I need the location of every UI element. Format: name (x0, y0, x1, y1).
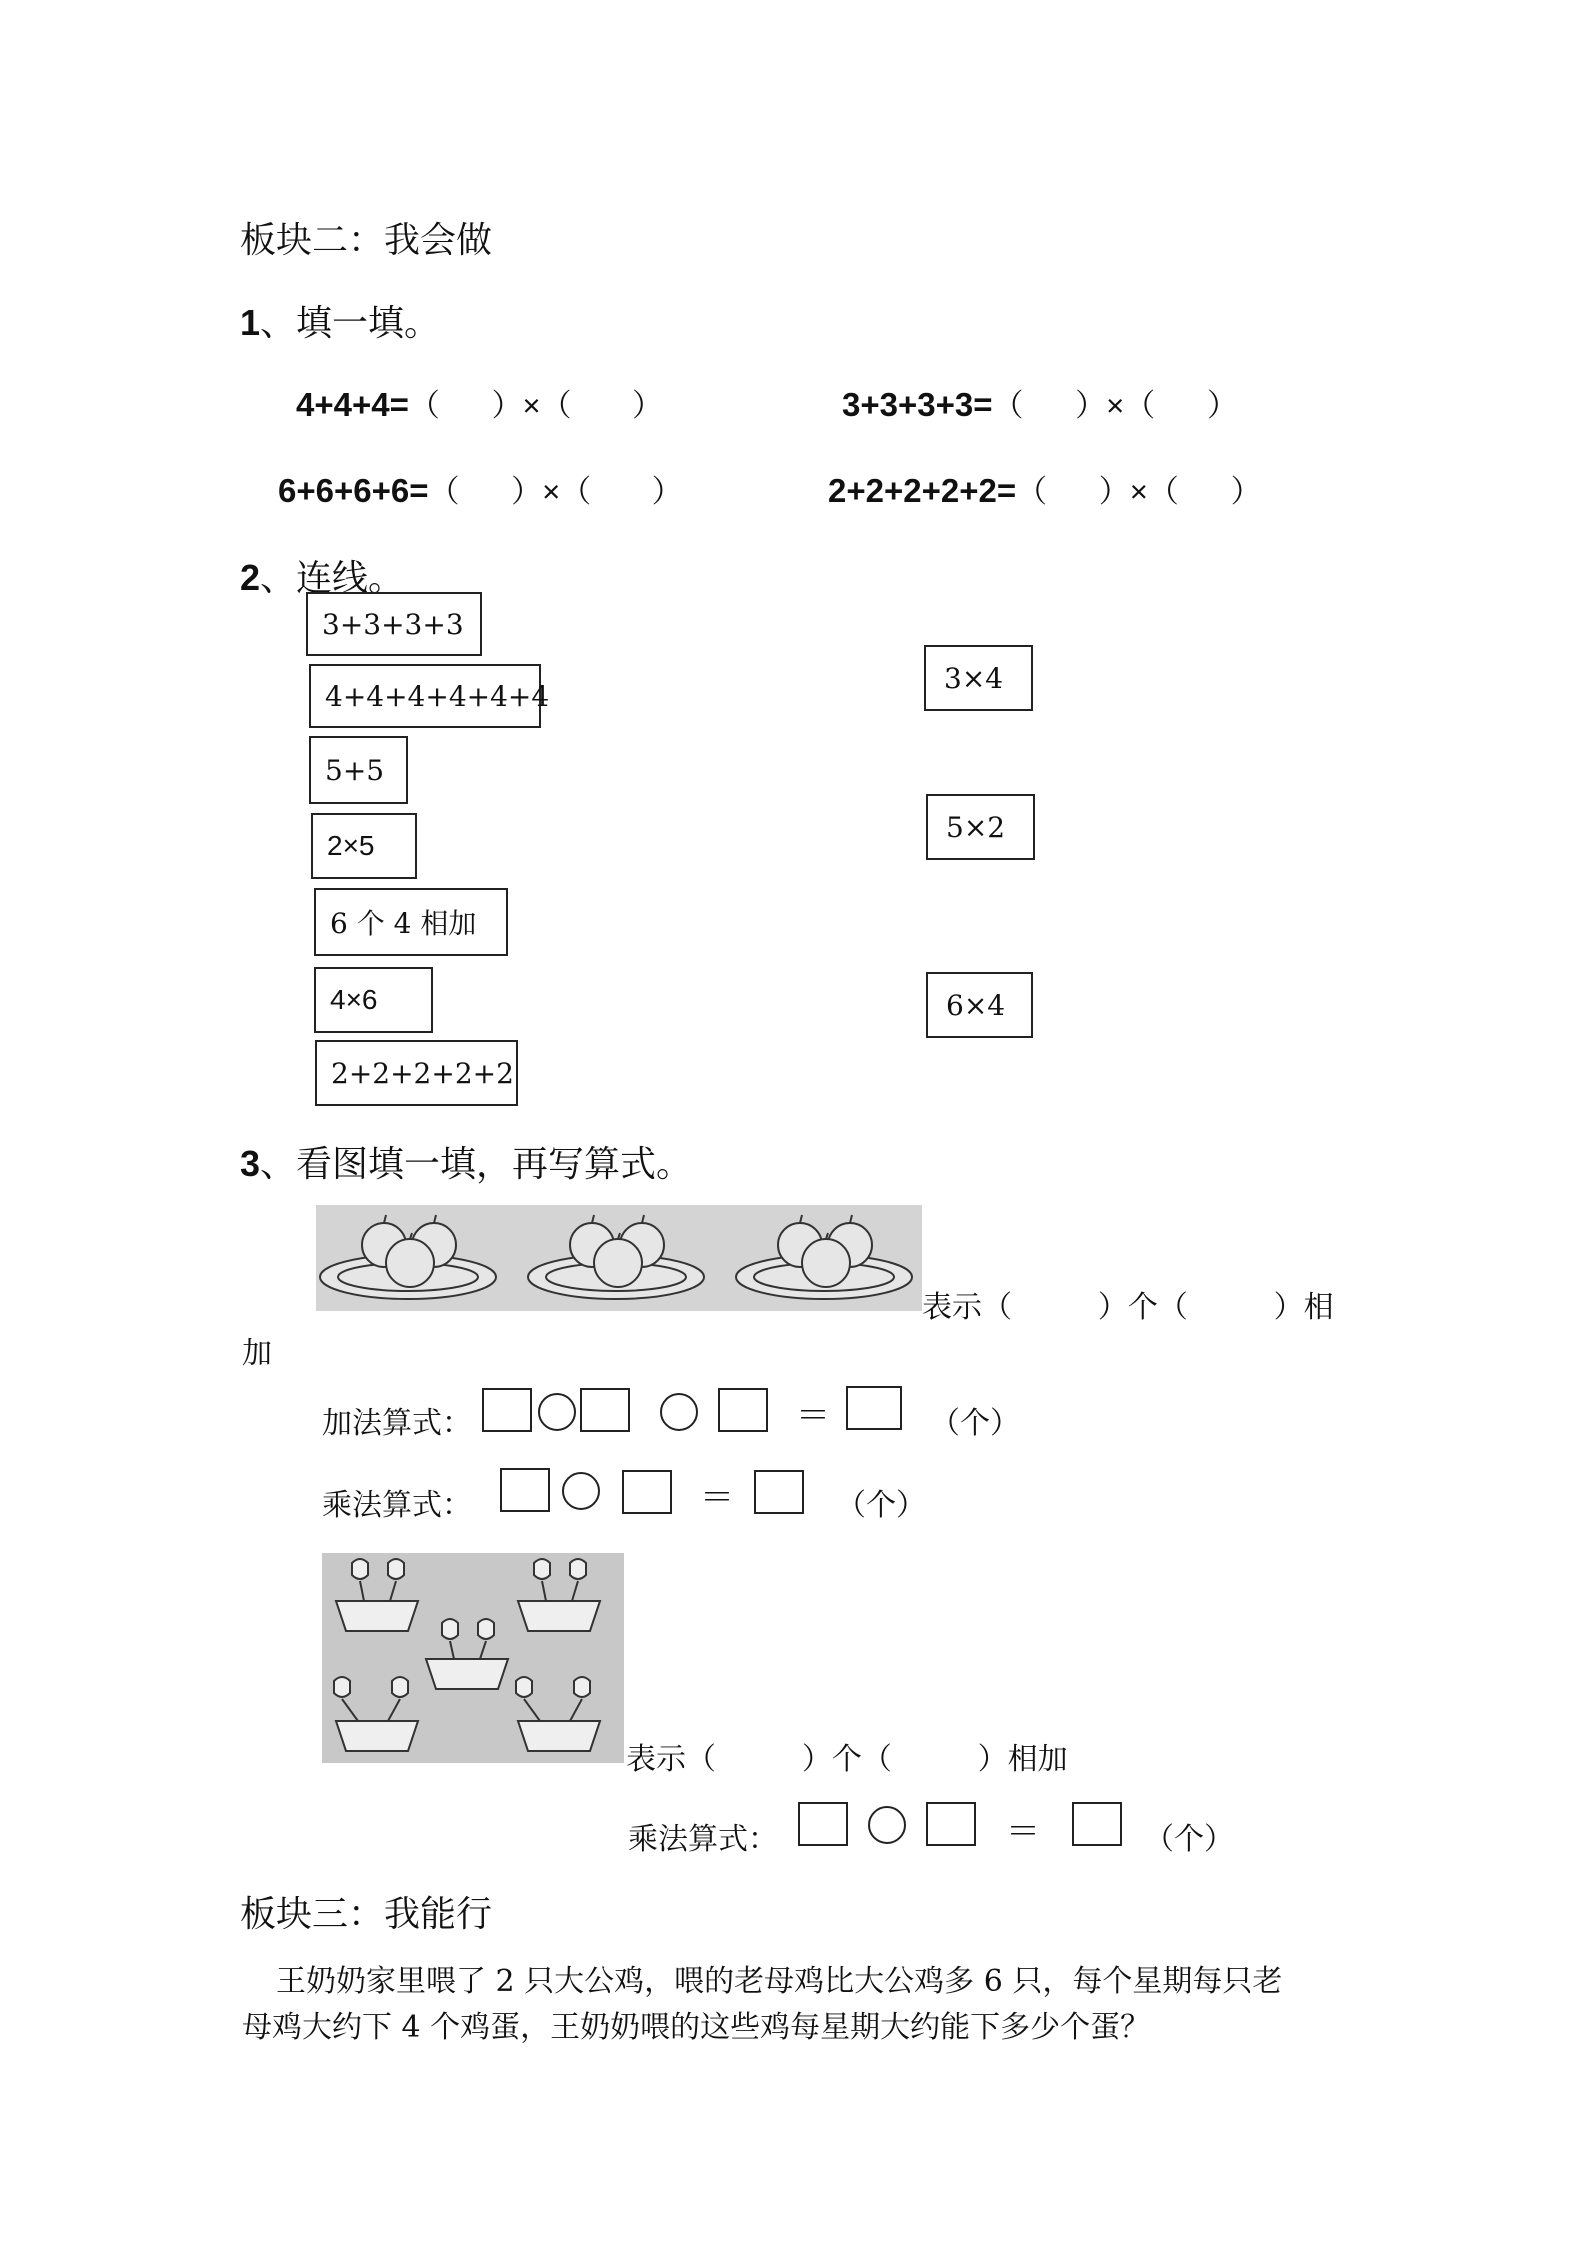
equation-blanks[interactable]: （ ）×（ ） (428, 474, 683, 509)
unit-label: （个） (1144, 1822, 1234, 1857)
operator-circle[interactable] (868, 1806, 906, 1844)
equation-lhs: 6+6+6+6= (278, 472, 429, 509)
equation-lhs: 3+3+3+3= (842, 386, 993, 423)
equation-blanks[interactable]: （ ）×（ ） (408, 388, 663, 423)
match-right-item[interactable]: 6×4 (926, 972, 1033, 1038)
operator-circle[interactable] (660, 1393, 698, 1431)
equals-sign: ＝ (1006, 1812, 1040, 1852)
equation-3 (278, 466, 683, 511)
answer-box[interactable] (500, 1468, 550, 1512)
match-right-item[interactable]: 3×4 (924, 645, 1033, 711)
match-left-item[interactable]: 3+3+3+3 (306, 592, 482, 656)
match-left-item[interactable]: 2+2+2+2+2 (315, 1040, 518, 1106)
operator-circle[interactable] (562, 1472, 600, 1510)
flower-multiplication-label: 乘法算式： (628, 1822, 778, 1857)
equals-sign: ＝ (796, 1396, 830, 1436)
equation-blanks[interactable]: （ ）×（ ） (1016, 474, 1262, 509)
unit-label: （个） (836, 1488, 926, 1523)
operator-circle[interactable] (538, 1393, 576, 1431)
match-left-item[interactable]: 4×6 (314, 967, 433, 1033)
answer-box[interactable] (718, 1388, 768, 1432)
flower-caption: 表示（ ）个（ ）相加 (626, 1742, 1068, 1777)
q2-number: 2 (240, 557, 261, 598)
multiplication-label: 乘法算式： (322, 1488, 472, 1523)
apple-caption-wrap: 加 (242, 1336, 272, 1371)
answer-box[interactable] (580, 1388, 630, 1432)
answer-box[interactable] (482, 1388, 532, 1432)
equation-blanks[interactable]: （ ）×（ ） (992, 388, 1238, 423)
q3-heading (240, 1136, 692, 1187)
equation-1 (296, 380, 663, 425)
equals-sign: ＝ (700, 1478, 734, 1518)
problem-line-2: 母鸡大约下 4 个鸡蛋，王奶奶喂的这些鸡每星期大约能下多少个蛋？ (242, 2010, 1151, 2045)
apple-caption: 表示（ ）个（ ）相 (922, 1290, 1334, 1325)
section3-title: 板块三：我能行 (240, 1894, 493, 1935)
answer-box[interactable] (926, 1802, 976, 1846)
unit-label: （个） (930, 1406, 1020, 1441)
q3-title: 、看图填一填，再写算式。 (260, 1144, 693, 1185)
match-left-item[interactable]: 4+4+4+4+4+4 (309, 664, 541, 728)
answer-box[interactable] (622, 1470, 672, 1514)
match-right-item[interactable]: 5×2 (926, 794, 1035, 860)
answer-box[interactable] (798, 1802, 848, 1846)
apples-illustration (316, 1205, 922, 1311)
equation-lhs: 4+4+4= (296, 386, 409, 423)
flowers-illustration (322, 1553, 624, 1763)
equation-lhs: 2+2+2+2+2= (828, 472, 1017, 509)
q2-title: 、连线。 (260, 558, 405, 599)
problem-line-1: 王奶奶家里喂了 2 只大公鸡，喂的老母鸡比大公鸡多 6 只，每个星期每只老 (276, 1964, 1283, 1999)
apples-on-plates-image (316, 1205, 922, 1311)
answer-box[interactable] (1072, 1802, 1122, 1846)
equation-2 (842, 380, 1238, 425)
equation-4 (828, 466, 1262, 511)
match-left-item[interactable]: 5+5 (309, 736, 408, 804)
q1-number: 1 (240, 302, 261, 343)
q1-title: 、填一填。 (260, 303, 441, 344)
answer-box[interactable] (846, 1386, 902, 1430)
q3-number: 3 (240, 1143, 261, 1184)
flower-pots-image (322, 1553, 624, 1763)
q1-heading (240, 295, 440, 346)
section2-title: 板块二：我会做 (240, 220, 493, 261)
match-left-item[interactable]: 2×5 (311, 813, 417, 879)
match-left-item[interactable]: 6 个 4 相加 (314, 888, 508, 956)
addition-label: 加法算式： (322, 1406, 472, 1441)
answer-box[interactable] (754, 1470, 804, 1514)
